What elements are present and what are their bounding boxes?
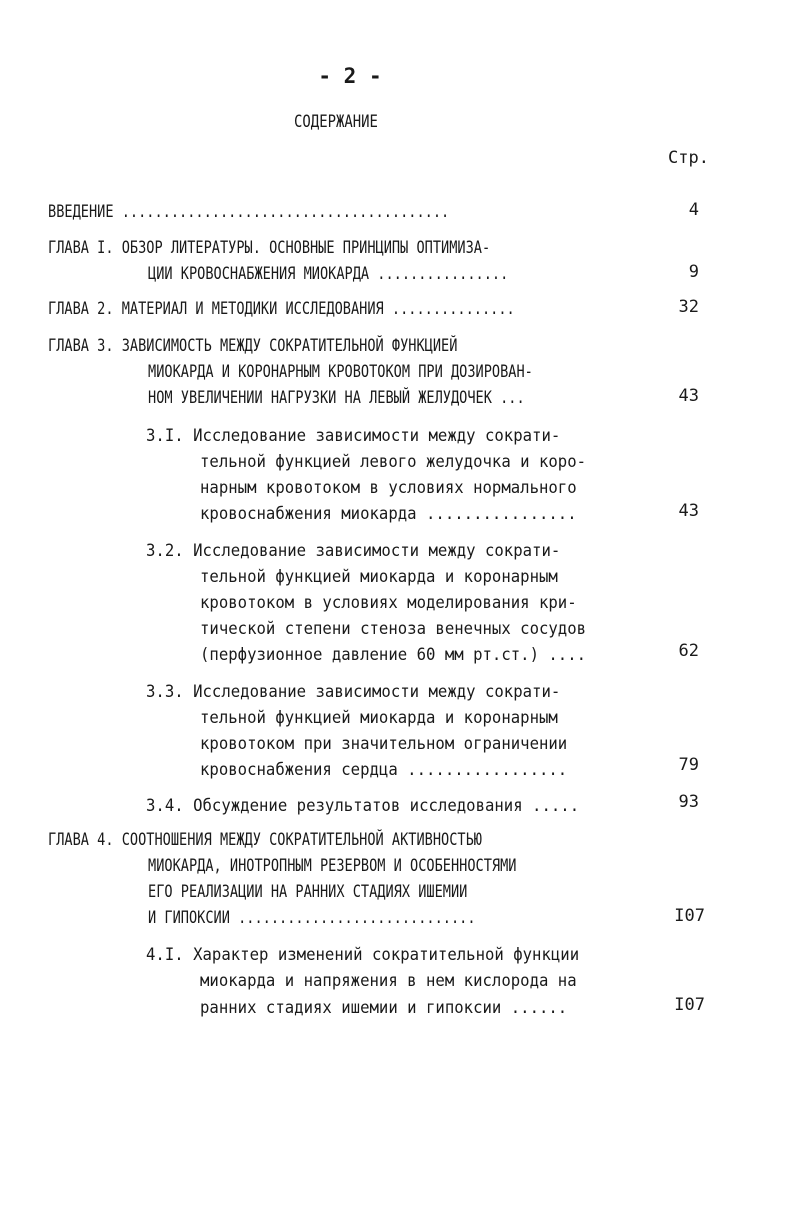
toc-page-3-2: 62	[678, 641, 699, 661]
toc-entry-3-4[interactable]: 3.4. Обсуждение результатов исследования .....	[146, 796, 580, 816]
toc-entry-ch1-line2[interactable]: ЦИИ КРОВОСНАБЖЕНИЯ МИОКАРДА ................	[148, 264, 509, 284]
toc-entry-3-3-line1[interactable]: 3.3. Исследование зависимости между сократи-	[146, 682, 561, 702]
toc-page-4-1: I07	[674, 995, 705, 1015]
toc-entry-3-2-line5[interactable]: (перфузионное давление 60 мм рт.ст.) ....	[200, 645, 587, 665]
toc-entry-3-1-line4[interactable]: кровоснабжения миокарда ................	[200, 504, 577, 524]
toc-entry-3-3-line3[interactable]: кровотоком при значительном ограничении	[200, 734, 568, 754]
toc-entry-4-1-line3[interactable]: ранних стадиях ишемии и гипоксии ......	[200, 998, 568, 1018]
toc-page-intro: 4	[688, 200, 699, 220]
toc-entry-3-1-line3[interactable]: нарным кровотоком в условиях нормального	[200, 478, 577, 498]
toc-entry-3-1-line2[interactable]: тельной функцией левого желудочка и коро-	[200, 452, 587, 472]
toc-page-ch3: 43	[678, 386, 699, 406]
toc-entry-ch4-line3[interactable]: ЕГО РЕАЛИЗАЦИИ НА РАННИХ СТАДИЯХ ИШЕМИИ	[148, 882, 468, 902]
toc-entry-4-1-line2[interactable]: миокарда и напряжения в нем кислорода на	[200, 971, 577, 991]
toc-entry-ch2[interactable]: ГЛАВА 2. МАТЕРИАЛ И МЕТОДИКИ ИССЛЕДОВАНИЯ ...............	[48, 299, 515, 319]
toc-entry-ch3-line2[interactable]: МИОКАРДА И КОРОНАРНЫМ КРОВОТОКОМ ПРИ ДОЗИРОВАН-	[148, 362, 533, 382]
toc-page-ch4: I07	[674, 906, 705, 926]
toc-page-ch2: 32	[678, 297, 699, 317]
toc-entry-ch4-line2[interactable]: МИОКАРДА, ИНОТРОПНЫМ РЕЗЕРВОМ И ОСОБЕННОСТЯМИ	[148, 856, 517, 876]
toc-entry-3-2-line1[interactable]: 3.2. Исследование зависимости между сократи-	[146, 541, 561, 561]
toc-entry-3-2-line3[interactable]: кровотоком в условиях моделирования кри-	[200, 593, 577, 613]
toc-entry-ch1-line1[interactable]: ГЛАВА I. ОБЗОР ЛИТЕРАТУРЫ. ОСНОВНЫЕ ПРИНЦИПЫ ОПТИМИЗА-	[48, 238, 491, 258]
toc-entry-ch4-line1[interactable]: ГЛАВА 4. СООТНОШЕНИЯ МЕЖДУ СОКРАТИТЕЛЬНОЙ АКТИВНОСТЬЮ	[48, 830, 482, 850]
page-column-label: Стр.	[668, 148, 709, 168]
toc-entry-3-3-line2[interactable]: тельной функцией миокарда и коронарным	[200, 708, 558, 728]
toc-page-ch1: 9	[688, 262, 699, 282]
toc-entry-4-1-line1[interactable]: 4.I. Характер изменений сократительной функции	[146, 945, 580, 965]
toc-entry-3-3-line4[interactable]: кровоснабжения сердца .................	[200, 760, 568, 780]
toc-entry-3-2-line2[interactable]: тельной функцией миокарда и коронарным	[200, 567, 558, 587]
toc-page-3-3: 79	[678, 755, 699, 775]
toc-page-3-1: 43	[678, 501, 699, 521]
toc-page-3-4: 93	[678, 792, 699, 812]
toc-entry-ch4-line4[interactable]: И ГИПОКСИИ .............................	[148, 908, 476, 928]
toc-entry-ch3-line1[interactable]: ГЛАВА 3. ЗАВИСИМОСТЬ МЕЖДУ СОКРАТИТЕЛЬНОЙ ФУНКЦИЕЙ	[48, 336, 458, 356]
toc-entry-3-2-line4[interactable]: тической степени стеноза венечных сосудов	[200, 619, 587, 639]
page-number: - 2 -	[318, 64, 382, 88]
toc-entry-3-1-line1[interactable]: 3.I. Исследование зависимости между сократи-	[146, 426, 561, 446]
page-title: СОДЕРЖАНИЕ	[294, 112, 378, 132]
toc-entry-intro[interactable]: ВВЕДЕНИЕ ........................................	[48, 202, 450, 222]
toc-entry-ch3-line3[interactable]: НОМ УВЕЛИЧЕНИИ НАГРУЗКИ НА ЛЕВЫЙ ЖЕЛУДОЧЕК ...	[148, 388, 525, 408]
